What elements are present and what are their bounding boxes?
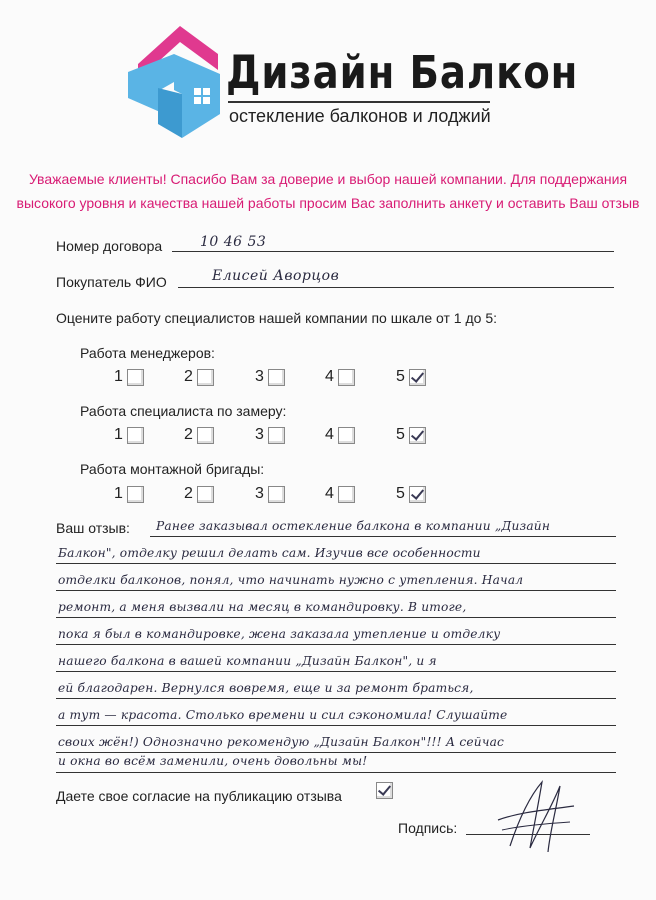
rating-managers-row — [114, 368, 444, 390]
contract-number-field[interactable]: 10 46 53 — [200, 234, 267, 250]
review-text-line[interactable]: и окна во всём заменили, очень довольны мы! — [58, 754, 368, 768]
rating-checkbox-4[interactable] — [338, 486, 355, 503]
rating-checkbox-5[interactable] — [409, 427, 426, 444]
contract-label: Номер договора — [56, 238, 163, 254]
brand-name: Дизайн Балкон — [226, 46, 579, 99]
rating-checkbox-5[interactable] — [409, 486, 426, 503]
scale-4: 4 — [325, 368, 334, 385]
buyer-name-field[interactable]: Елисей Аворцов — [212, 268, 340, 284]
scale-3: 3 — [255, 368, 264, 385]
intro-text — [0, 167, 656, 215]
rating-checkbox-1[interactable] — [127, 369, 144, 386]
buyer-label: Покупатель ФИО — [56, 274, 167, 290]
rating-checkbox-2[interactable] — [197, 427, 214, 444]
consent-checkbox[interactable] — [376, 782, 393, 799]
scale-instruction: Оцените работу специалистов нашей компании по шкале от 1 до 5: — [56, 310, 497, 326]
rating-managers-label: Работа менеджеров: — [80, 345, 215, 361]
house-logo-icon — [128, 24, 223, 142]
review-text-line[interactable]: своих жён!) Однозначно рекомендую „Дизайн Балкон"!!! А сейчас — [58, 735, 505, 749]
scale-3: 3 — [255, 426, 264, 443]
scale-5: 5 — [396, 426, 405, 443]
review-text-line[interactable]: ремонт, а меня вызвали на месяц в командировку. В итоге, — [58, 600, 467, 614]
review-text-line[interactable]: Балкон", отделку решил делать сам. Изучив все особенности — [58, 546, 481, 560]
review-rule — [150, 536, 616, 537]
rating-checkbox-1[interactable] — [127, 486, 144, 503]
scale-1: 1 — [114, 485, 123, 502]
rating-checkbox-3[interactable] — [268, 369, 285, 386]
scale-2: 2 — [184, 368, 193, 385]
review-rule — [56, 563, 616, 564]
rating-measurer-label: Работа специалиста по замеру: — [80, 403, 287, 419]
rating-installers-label: Работа монтажной бригады: — [80, 461, 265, 477]
signature-label: Подпись: — [398, 820, 458, 836]
scale-1: 1 — [114, 368, 123, 385]
buyer-line — [178, 287, 614, 288]
review-rule — [56, 671, 616, 672]
scale-4: 4 — [325, 426, 334, 443]
review-rule — [56, 752, 616, 753]
scale-5: 5 — [396, 485, 405, 502]
review-rule — [56, 698, 616, 699]
scale-1: 1 — [114, 426, 123, 443]
rating-checkbox-2[interactable] — [197, 486, 214, 503]
review-rule — [56, 617, 616, 618]
rating-measurer-row — [114, 426, 444, 448]
rating-checkbox-2[interactable] — [197, 369, 214, 386]
review-text-line[interactable]: ей благодарен. Вернулся вовремя, еще и за ремонт браться, — [58, 681, 474, 695]
scale-3: 3 — [255, 485, 264, 502]
review-text-line[interactable]: Ранее заказывал остекление балкона в компании „Дизайн — [156, 519, 551, 533]
rating-checkbox-3[interactable] — [268, 486, 285, 503]
rating-checkbox-3[interactable] — [268, 427, 285, 444]
rating-checkbox-1[interactable] — [127, 427, 144, 444]
signature-scribble — [490, 776, 580, 856]
review-text-line[interactable]: отделки балконов, понял, что начинать нужно с утепления. Начал — [58, 573, 524, 587]
review-text-line[interactable]: нашего балкона в вашей компании „Дизайн Балкон", и я — [58, 654, 437, 668]
scale-2: 2 — [184, 426, 193, 443]
review-text-line[interactable]: пока я был в командировке, жена заказала утепление и отделку — [58, 627, 501, 641]
rating-checkbox-5[interactable] — [409, 369, 426, 386]
scale-2: 2 — [184, 485, 193, 502]
rating-installers-row — [114, 485, 444, 507]
contract-line — [172, 251, 614, 252]
review-rule — [56, 590, 616, 591]
rating-checkbox-4[interactable] — [338, 369, 355, 386]
review-text-line[interactable]: а тут — красота. Столько времени и сил сэкономила! Слушайте — [58, 708, 508, 722]
review-rule — [56, 772, 616, 773]
review-label: Ваш отзыв: — [56, 520, 130, 536]
review-rule — [56, 644, 616, 645]
consent-label: Даете свое согласие на публикацию отзыва — [56, 788, 342, 804]
brand-divider — [228, 101, 490, 103]
review-rule — [56, 725, 616, 726]
brand-tagline: остекление балконов и лоджий — [229, 106, 491, 126]
scale-4: 4 — [325, 485, 334, 502]
rating-checkbox-4[interactable] — [338, 427, 355, 444]
intro-line-1: Уважаемые клиенты! Спасибо Вам за доверие и выбор нашей компании. Для поддержания — [28, 171, 628, 187]
scale-5: 5 — [396, 368, 405, 385]
intro-line-2: высокого уровня и качества нашей работы просим Вас заполнить анкету и оставить Ваш отзыв — [16, 195, 640, 211]
